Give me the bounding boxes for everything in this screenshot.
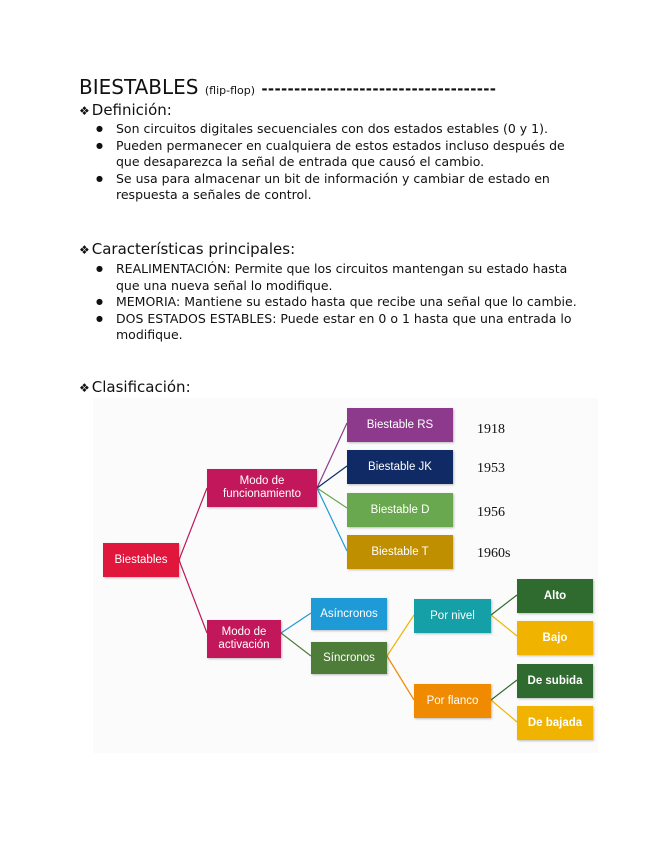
node-biestable-jk: Biestable JK <box>347 450 453 484</box>
list-item: ● Son circuitos digitales secuenciales con dos estados estables (0 y 1). <box>94 121 584 138</box>
node-por-flanco: Por flanco <box>414 684 491 718</box>
definicion-list <box>94 121 584 204</box>
caracteristicas-heading: ❖ Características principales: <box>79 240 296 258</box>
node-modo-activacion: Modo de activación <box>207 620 281 658</box>
page-title <box>79 76 496 102</box>
list-item: ● Se usa para almacenar un bit de información y cambiar de estado en respuesta a señales de control. <box>94 171 584 204</box>
node-biestable-t: Biestable T <box>347 535 453 569</box>
list-item: ● REALIMENTACIÓN: Permite que los circuitos mantengan su estado hasta que una nueva señal lo modifique. <box>94 261 584 294</box>
classification-diagram <box>93 398 598 753</box>
node-bajo: Bajo <box>517 621 593 655</box>
diamond-bullet-icon: ❖ <box>79 381 90 395</box>
clasificacion-heading: ❖ Clasificación: <box>79 378 191 396</box>
node-sincronos: Síncronos <box>311 642 387 674</box>
year-t: 1960s <box>477 546 511 561</box>
node-asincronos: Asíncronos <box>311 598 387 630</box>
caracteristicas-list <box>94 261 584 344</box>
list-item: ● MEMORIA: Mantiene su estado hasta que recibe una señal que lo cambie. <box>94 294 584 311</box>
year-jk: 1953 <box>477 461 505 476</box>
title-main: BIESTABLES <box>79 75 199 99</box>
year-rs: 1918 <box>477 422 505 437</box>
node-alto: Alto <box>517 579 593 613</box>
node-por-nivel: Por nivel <box>414 599 491 633</box>
node-biestable-rs: Biestable RS <box>347 408 453 442</box>
node-biestables: Biestables <box>103 543 179 577</box>
title-sub: (flip-flop) <box>204 84 256 97</box>
diamond-bullet-icon: ❖ <box>79 243 90 257</box>
definicion-heading: ❖ Definición: <box>79 101 172 119</box>
node-biestable-d: Biestable D <box>347 493 453 527</box>
title-dashes: ------------------------------------ <box>261 80 497 98</box>
node-modo-funcionamiento: Modo de funcionamiento <box>207 469 317 507</box>
year-d: 1956 <box>477 505 505 520</box>
list-item: ● Pueden permanecer en cualquiera de estos estados incluso después de que desaparezca la señal de entrada que causó el cambio. <box>94 138 584 171</box>
node-de-subida: De subida <box>517 664 593 698</box>
node-de-bajada: De bajada <box>517 706 593 740</box>
list-item: ● DOS ESTADOS ESTABLES: Puede estar en 0 o 1 hasta que una entrada lo modifique. <box>94 311 584 344</box>
diamond-bullet-icon: ❖ <box>79 104 90 118</box>
